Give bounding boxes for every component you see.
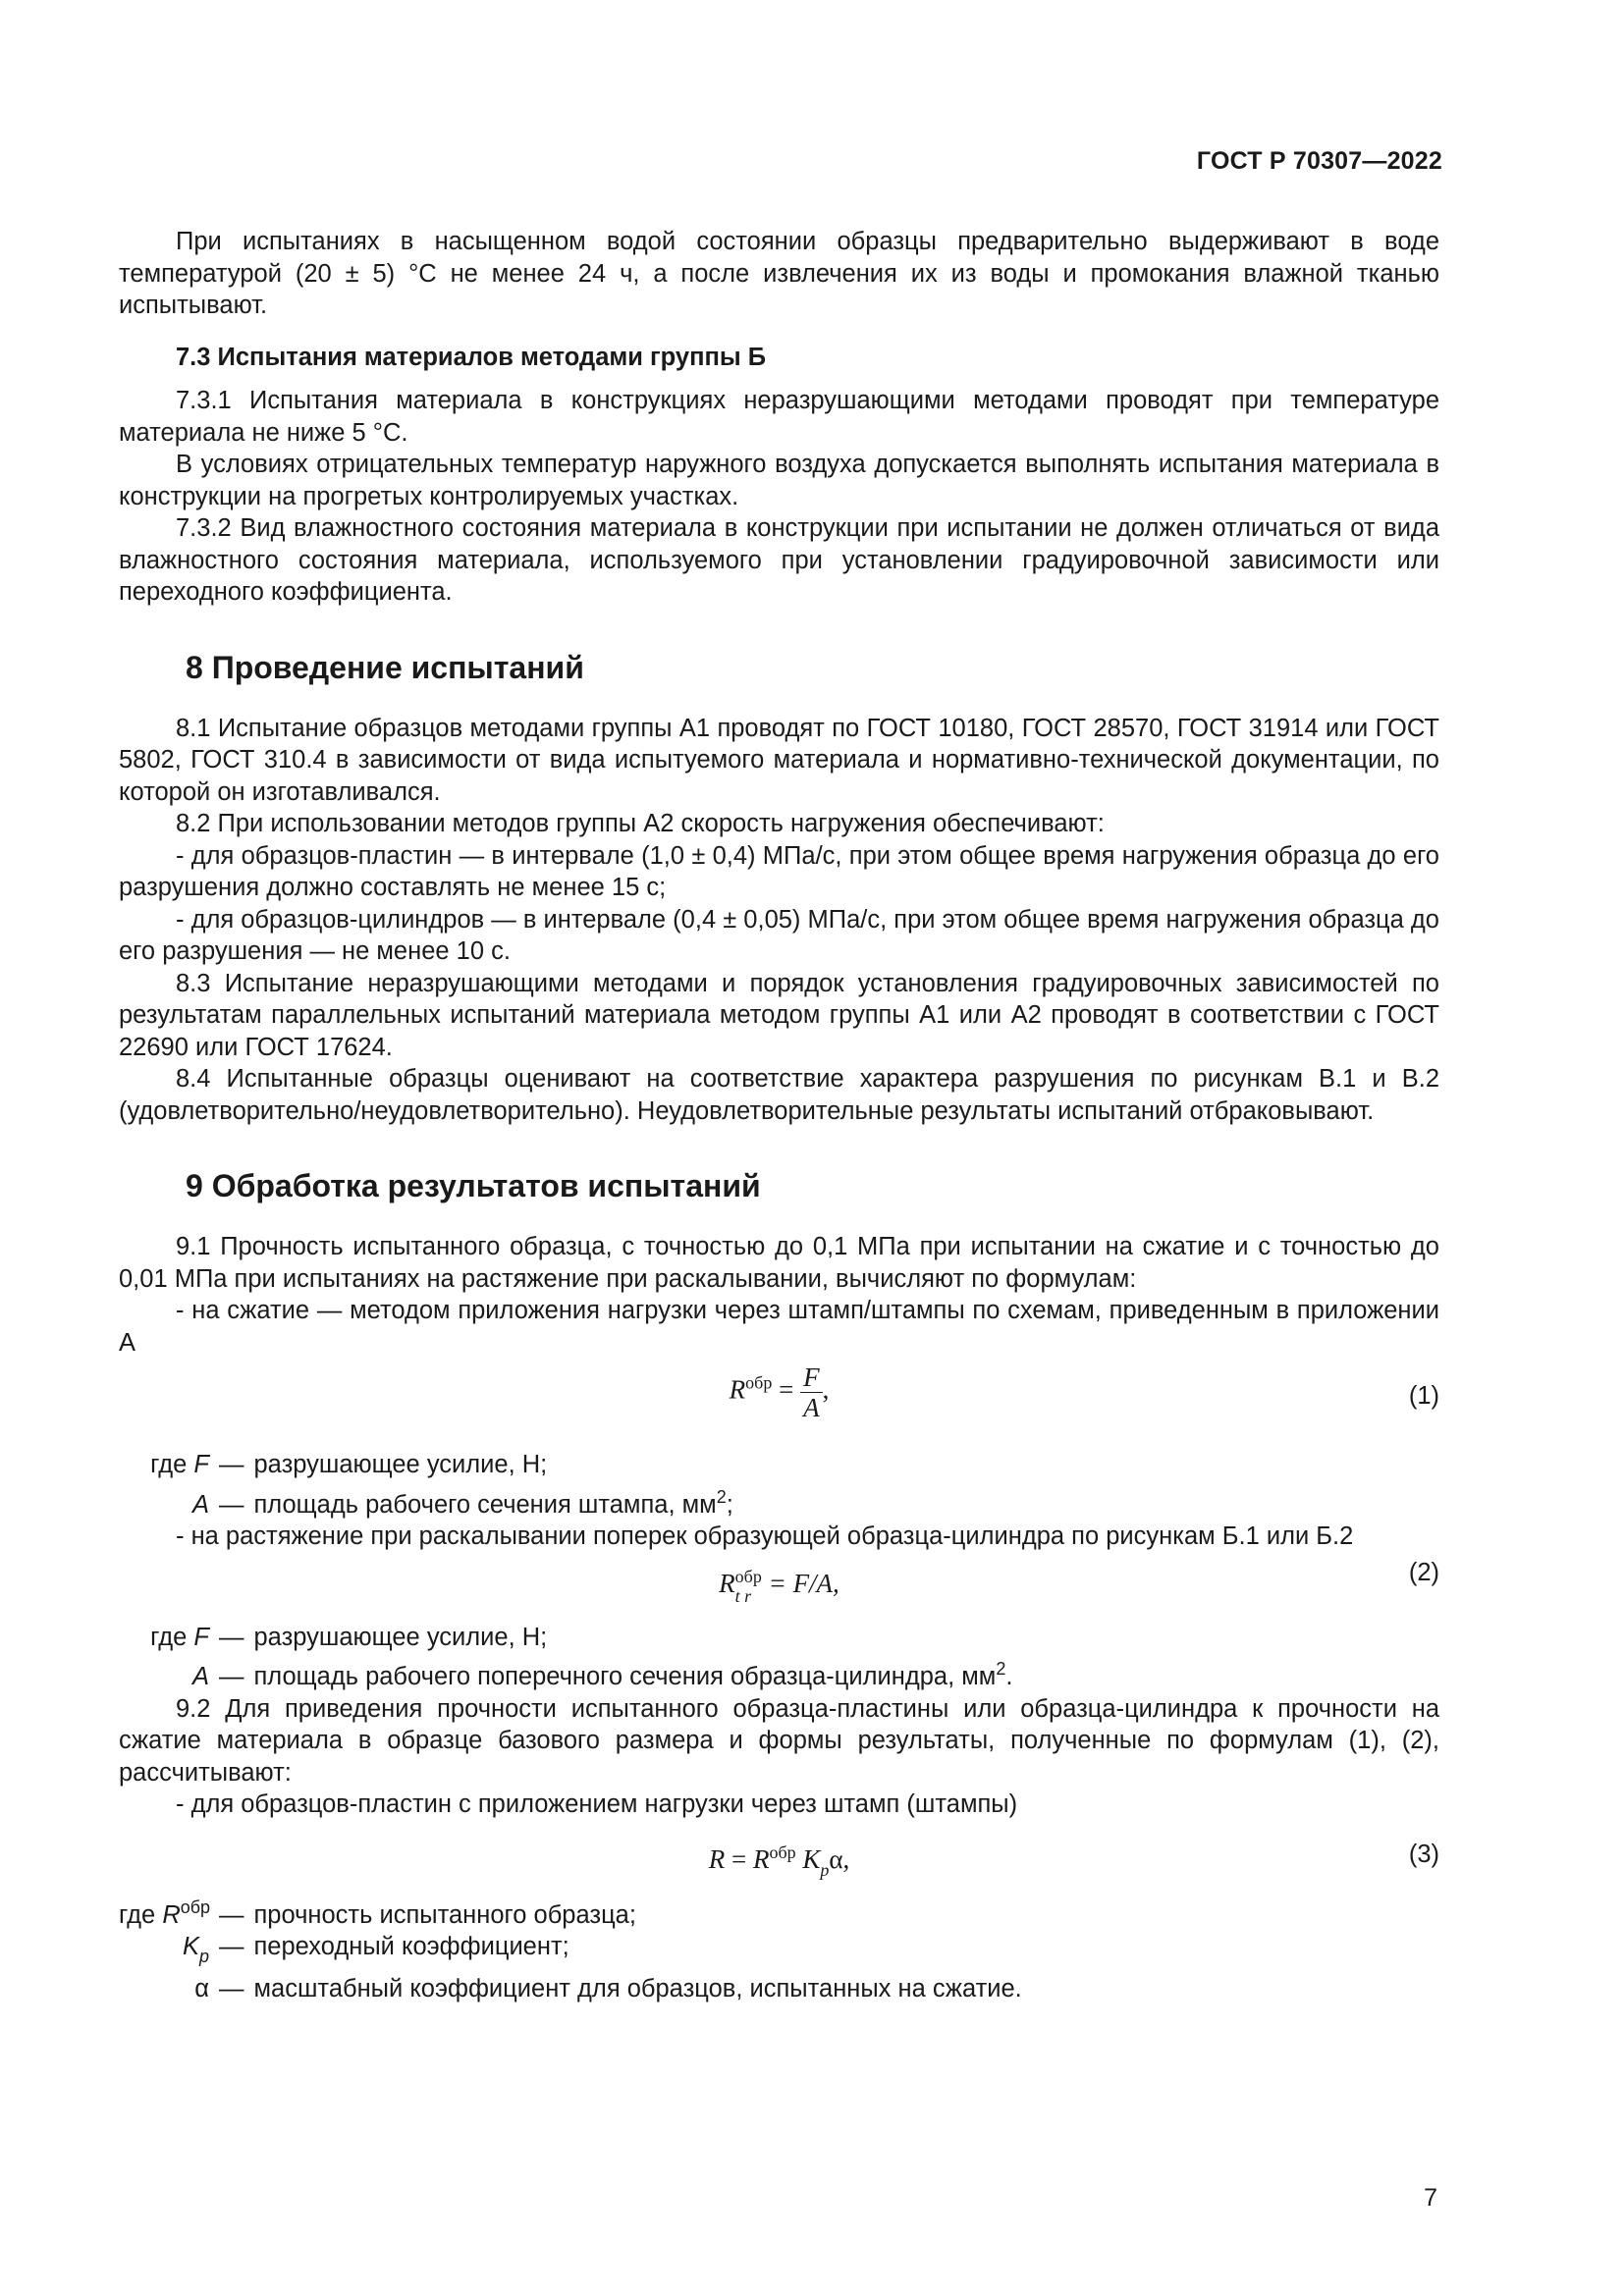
formula-superscript: обр: [734, 1566, 762, 1586]
def-prefix: где: [150, 1451, 194, 1478]
definition-row: [119, 1892, 1439, 1932]
formula-equals: =: [725, 1843, 753, 1874]
def-subscript: p: [198, 1947, 209, 1966]
def-superscript: обр: [180, 1896, 211, 1917]
def-prefix: где: [119, 1900, 163, 1929]
def-dash: —: [219, 1663, 244, 1690]
def-punct: .: [1005, 1663, 1013, 1690]
paragraph: 8.3 Испытание неразрушающими методами и порядок установления градуировочных зависимостей по результатам параллельных испытаний материала методом группы А1 или А2 проводят в соответствии с ГОСТ 22690 или ГОСТ 17624.: [119, 969, 1439, 1061]
def-symbol: F: [193, 1451, 209, 1478]
fraction-numerator: F: [800, 1362, 823, 1393]
section-title: 9 Обработка результатов испытаний: [186, 1168, 761, 1203]
formula-punct: ,: [822, 1374, 830, 1405]
formula-1: [119, 1362, 1439, 1439]
formula-number: (3): [1408, 1840, 1439, 1868]
def-text: площадь рабочего поперечного сечения образца-цилиндра, мм: [253, 1663, 997, 1690]
formula-symbol: K: [802, 1843, 821, 1874]
def-text: масштабный коэффициент для образцов, испытанных на сжатие.: [253, 1974, 1022, 2002]
paragraph: 7.3.2 Вид влажностного состояния материала в конструкции при испытании не должен отличаться от вида влажностного состояния материала, используемого при установлении градуировочной зависимости или переходного коэффициента.: [119, 514, 1439, 606]
paragraph: 8.4 Испытанные образцы оценивают на соответствие характера разрушения по рисункам В.1 и В.2 (удовлетворительно/неудовлетворительно). Неудовлетворительные результаты испытаний отбраковывают.: [119, 1065, 1439, 1125]
def-dash: —: [219, 1933, 244, 1960]
page-content: [119, 226, 1439, 2004]
formula-superscript: обр: [769, 1842, 796, 1862]
def-symbol: K: [182, 1933, 199, 1960]
formula-rest: = F/A,: [761, 1568, 839, 1598]
def-text: прочность испытанного образца;: [253, 1900, 636, 1929]
def-dash: —: [219, 1974, 244, 2002]
standard-code: ГОСТ Р 70307—2022: [1196, 147, 1442, 175]
page-number: 7: [1424, 2184, 1437, 2212]
def-prefix: где: [150, 1623, 194, 1651]
def-punct: ;: [726, 1490, 733, 1519]
list-item: - для образцов-цилиндров — в интервале (0,4 ± 0,05) МПа/с, при этом общее время нагружения образца до его разрушения — не менее 10 с.: [119, 905, 1439, 965]
def-text: площадь рабочего сечения штампа, мм: [253, 1490, 717, 1519]
formula-symbol: R: [752, 1843, 770, 1874]
formula-symbol: R: [729, 1374, 746, 1405]
def-symbol: A: [191, 1663, 209, 1690]
section-title: 8 Проведение испытаний: [186, 649, 584, 685]
def-dash: —: [219, 1900, 244, 1929]
definition-row: [119, 1973, 1439, 2005]
fraction-denominator: A: [803, 1393, 820, 1422]
paragraph: 9.1 Прочность испытанного образца, с точностью до 0,1 МПа при испытании на сжатие и с точностью до 0,01 МПа при испытаниях на растяжение при раскалывании, вычисляют по формулам:: [119, 1233, 1439, 1293]
paragraph: 8.1 Испытание образцов методами группы А1 проводят по ГОСТ 10180, ГОСТ 28570, ГОСТ 31914 или ГОСТ 5802, ГОСТ 310.4 в зависимости от вида испытуемого материала и нормативно-технической документации, по которой он изготавливался.: [119, 714, 1439, 806]
formula-superscript: обр: [745, 1372, 773, 1393]
formula-equals: =: [779, 1374, 794, 1405]
paragraph: 8.2 При использовании методов группы А2 скорость нагружения обеспечивают:: [176, 810, 1105, 837]
definition-row: [119, 1653, 1439, 1693]
formula-symbol: R: [719, 1568, 735, 1598]
paragraph: При испытаниях в насыщенном водой состоянии образцы предварительно выдерживают в воде температурой (20 ± 5) °С не менее 24 ч, а после извлечения их из воды и промокания влажной тканью испытывают.: [119, 228, 1439, 319]
def-dash: —: [219, 1623, 244, 1651]
formula-subscript: t r: [734, 1585, 752, 1606]
list-item: - для образцов-пластин с приложением нагрузки через штамп (штампы): [176, 1790, 1018, 1818]
list-item: - на сжатие — методом приложения нагрузки через штамп/штампы по схемам, приведенным в приложении А: [119, 1297, 1439, 1357]
paragraph: В условиях отрицательных температур наружного воздуха допускается выполнять испытания материала в конструкции на прогретых контролируемых участках.: [119, 451, 1439, 510]
formula-subscript: p: [820, 1859, 830, 1880]
formula-number: (1): [1408, 1382, 1439, 1410]
def-symbol: α: [194, 1974, 209, 2002]
formula-symbol: α,: [829, 1843, 850, 1874]
formula-symbol: R: [708, 1843, 726, 1874]
formula-fraction: [800, 1362, 823, 1422]
definition-row: [119, 1449, 1439, 1481]
paragraph: 9.2 Для приведения прочности испытанного образца-пластины или образца-цилиндра к прочности на сжатие материала в образце базового размера и формы результаты, полученные по формулам (1), (2), рассчитывают:: [119, 1694, 1439, 1787]
formula-2: [119, 1557, 1439, 1612]
list-item: - для образцов-пластин — в интервале (1,0 ± 0,4) МПа/с, при этом общее время нагружения образца до его разрушения должно составлять не менее 15 с;: [119, 841, 1439, 901]
def-symbol: R: [162, 1900, 181, 1929]
subsection-title: 7.3 Испытания материалов методами группы Б: [176, 343, 767, 371]
def-text: переходный коэффициент;: [253, 1933, 569, 1960]
paragraph: 7.3.1 Испытания материала в конструкциях неразрушающими методами проводят при температуре материала не ниже 5 °С.: [119, 387, 1439, 447]
def-superscript: 2: [716, 1486, 727, 1507]
definition-row: [119, 1622, 1439, 1654]
list-item: - на растяжение при раскалывании поперек образующей образца-цилиндра по рисункам Б.1 или Б.2: [176, 1522, 1354, 1550]
def-superscript: 2: [996, 1659, 1006, 1679]
formula-3: [119, 1825, 1439, 1882]
def-symbol: F: [193, 1623, 209, 1651]
def-dash: —: [219, 1451, 244, 1478]
definition-row: [119, 1931, 1439, 1973]
def-dash: —: [219, 1490, 244, 1519]
def-text: разрушающее усилие, Н;: [253, 1623, 548, 1651]
definition-row: [119, 1481, 1439, 1522]
def-text: разрушающее усилие, Н;: [253, 1451, 548, 1478]
formula-number: (2): [1408, 1558, 1439, 1586]
def-symbol: A: [191, 1490, 209, 1519]
